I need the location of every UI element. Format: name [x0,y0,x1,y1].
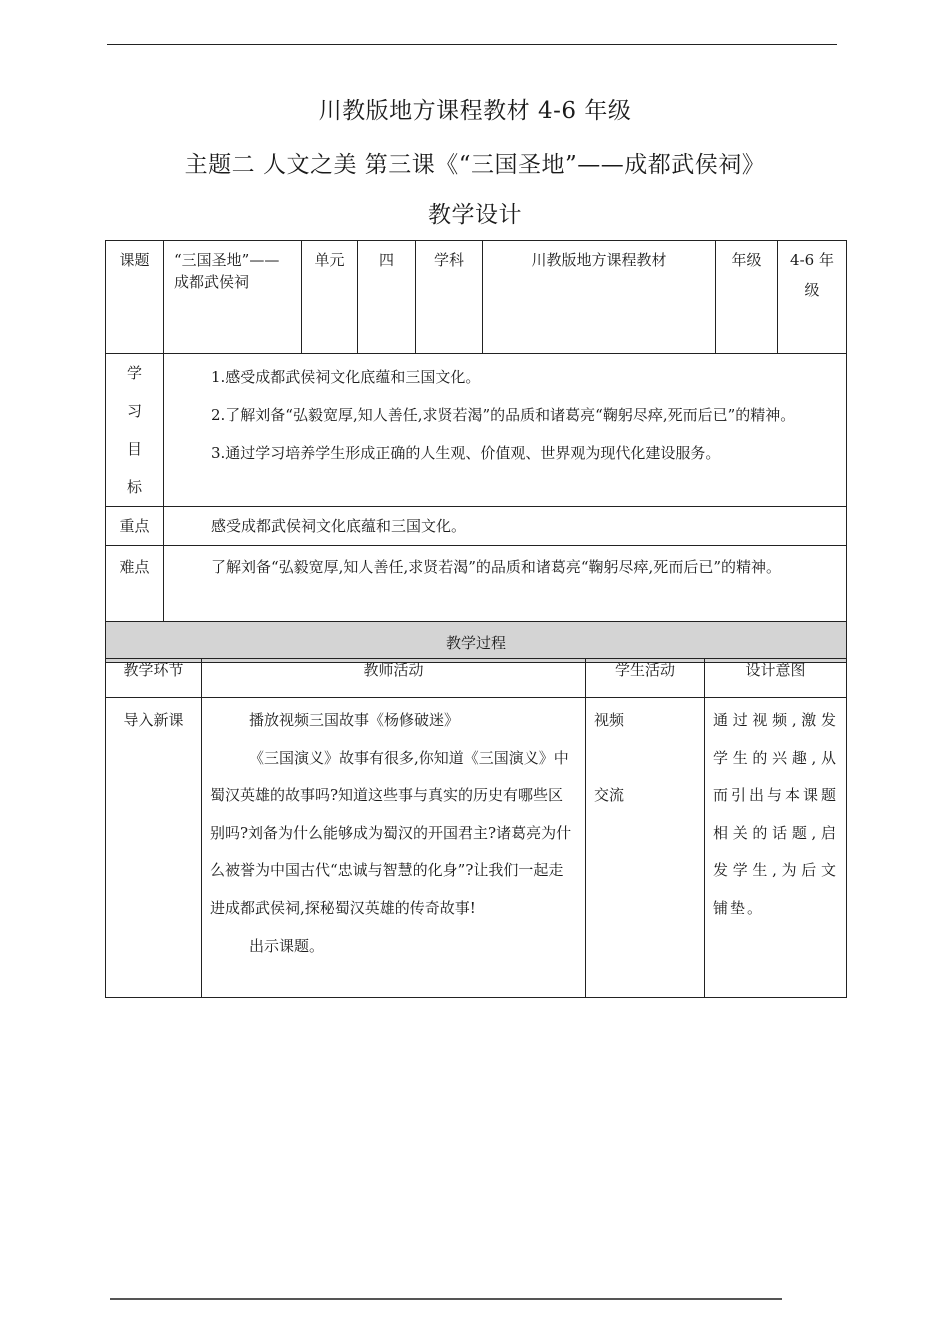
student-item-1: 视频 [594,711,625,729]
design-intent: 通过视频,激发学生的兴趣,从而引出与本课题相关的话题,启发学生,为后文铺垫。 [713,711,838,917]
topic-value: “三国圣地”——成都武侯祠 [174,251,280,291]
student-spacer [594,740,696,778]
doc-title-line2: 主题二 人文之美 第三课《“三国圣地”——成都武侯祠》 [184,152,766,178]
footer-rule [110,1298,782,1300]
header-rule [107,44,837,45]
goal-item-3: 3.通过学习培养学生形成正确的人生观、价值观、世界观为现代化建设服务。 [211,444,721,462]
table-row [106,698,847,998]
process-table [105,658,847,998]
header-stage: 教学环节 [106,659,202,698]
subject-value: 川教版地方课程教材 [531,251,667,269]
unit-value: 四 [378,251,394,269]
difficulty-row [106,546,847,622]
teacher-activity [202,698,585,969]
goals-label: 学习目标 [126,364,142,496]
goals-row [106,354,847,507]
goal-item-2: 2.了解刘备“弘毅宽厚,知人善任,求贤若渴”的品质和诸葛亮“鞠躬尽瘁,死而后已”的精神。 [211,406,796,424]
goal-item-1: 1.感受成都武侯祠文化底蕴和三国文化。 [211,368,481,386]
teacher-para-3: 出示课题。 [249,936,325,955]
header-teacher: 教师活动 [202,659,586,698]
teacher-para-1: 播放视频三国故事《杨修破迷》 [249,711,460,729]
student-item-2: 交流 [594,786,625,805]
difficulty-value: 了解刘备“弘毅宽厚,知人善任,求贤若渴”的品质和诸葛亮“鞠躬尽瘁,死而后已”的精神。 [211,558,781,576]
process-title-row [106,622,847,663]
process-title: 教学过程 [445,633,506,652]
subject-label: 学科 [433,251,464,269]
process-header-row [106,659,847,698]
header-intent: 设计意图 [705,659,847,698]
grade-label: 年级 [731,251,762,269]
key-label: 重点 [119,517,150,535]
doc-title-line3: 教学设计 [428,202,522,228]
difficulty-label: 难点 [119,558,150,576]
header-student: 学生活动 [586,659,705,698]
key-row [106,507,847,546]
stage-cell: 导入新课 [123,711,184,729]
info-table [105,240,847,663]
topic-label: 课题 [119,251,150,269]
grade-value: 4-6 年级 [790,251,834,299]
topic-row [106,241,847,354]
goals-list [164,354,846,476]
key-value: 感受成都武侯祠文化底蕴和三国文化。 [211,517,467,535]
student-activity [586,698,704,819]
teacher-para-2: 《三国演义》故事有很多,你知道《三国演义》中蜀汉英雄的故事吗?知道这些事与真实的历史有哪些区别吗?刘备为什么能够成为蜀汉的开国君主?诸葛亮为什么被誉为中国古代“忠诚与智慧的化身”?让我们一起走进成都武侯祠,探秘蜀汉英雄的传奇故事! [210,748,572,917]
doc-title-line1: 川教版地方课程教材 4-6 年级 [318,98,632,124]
unit-label: 单元 [314,251,345,269]
